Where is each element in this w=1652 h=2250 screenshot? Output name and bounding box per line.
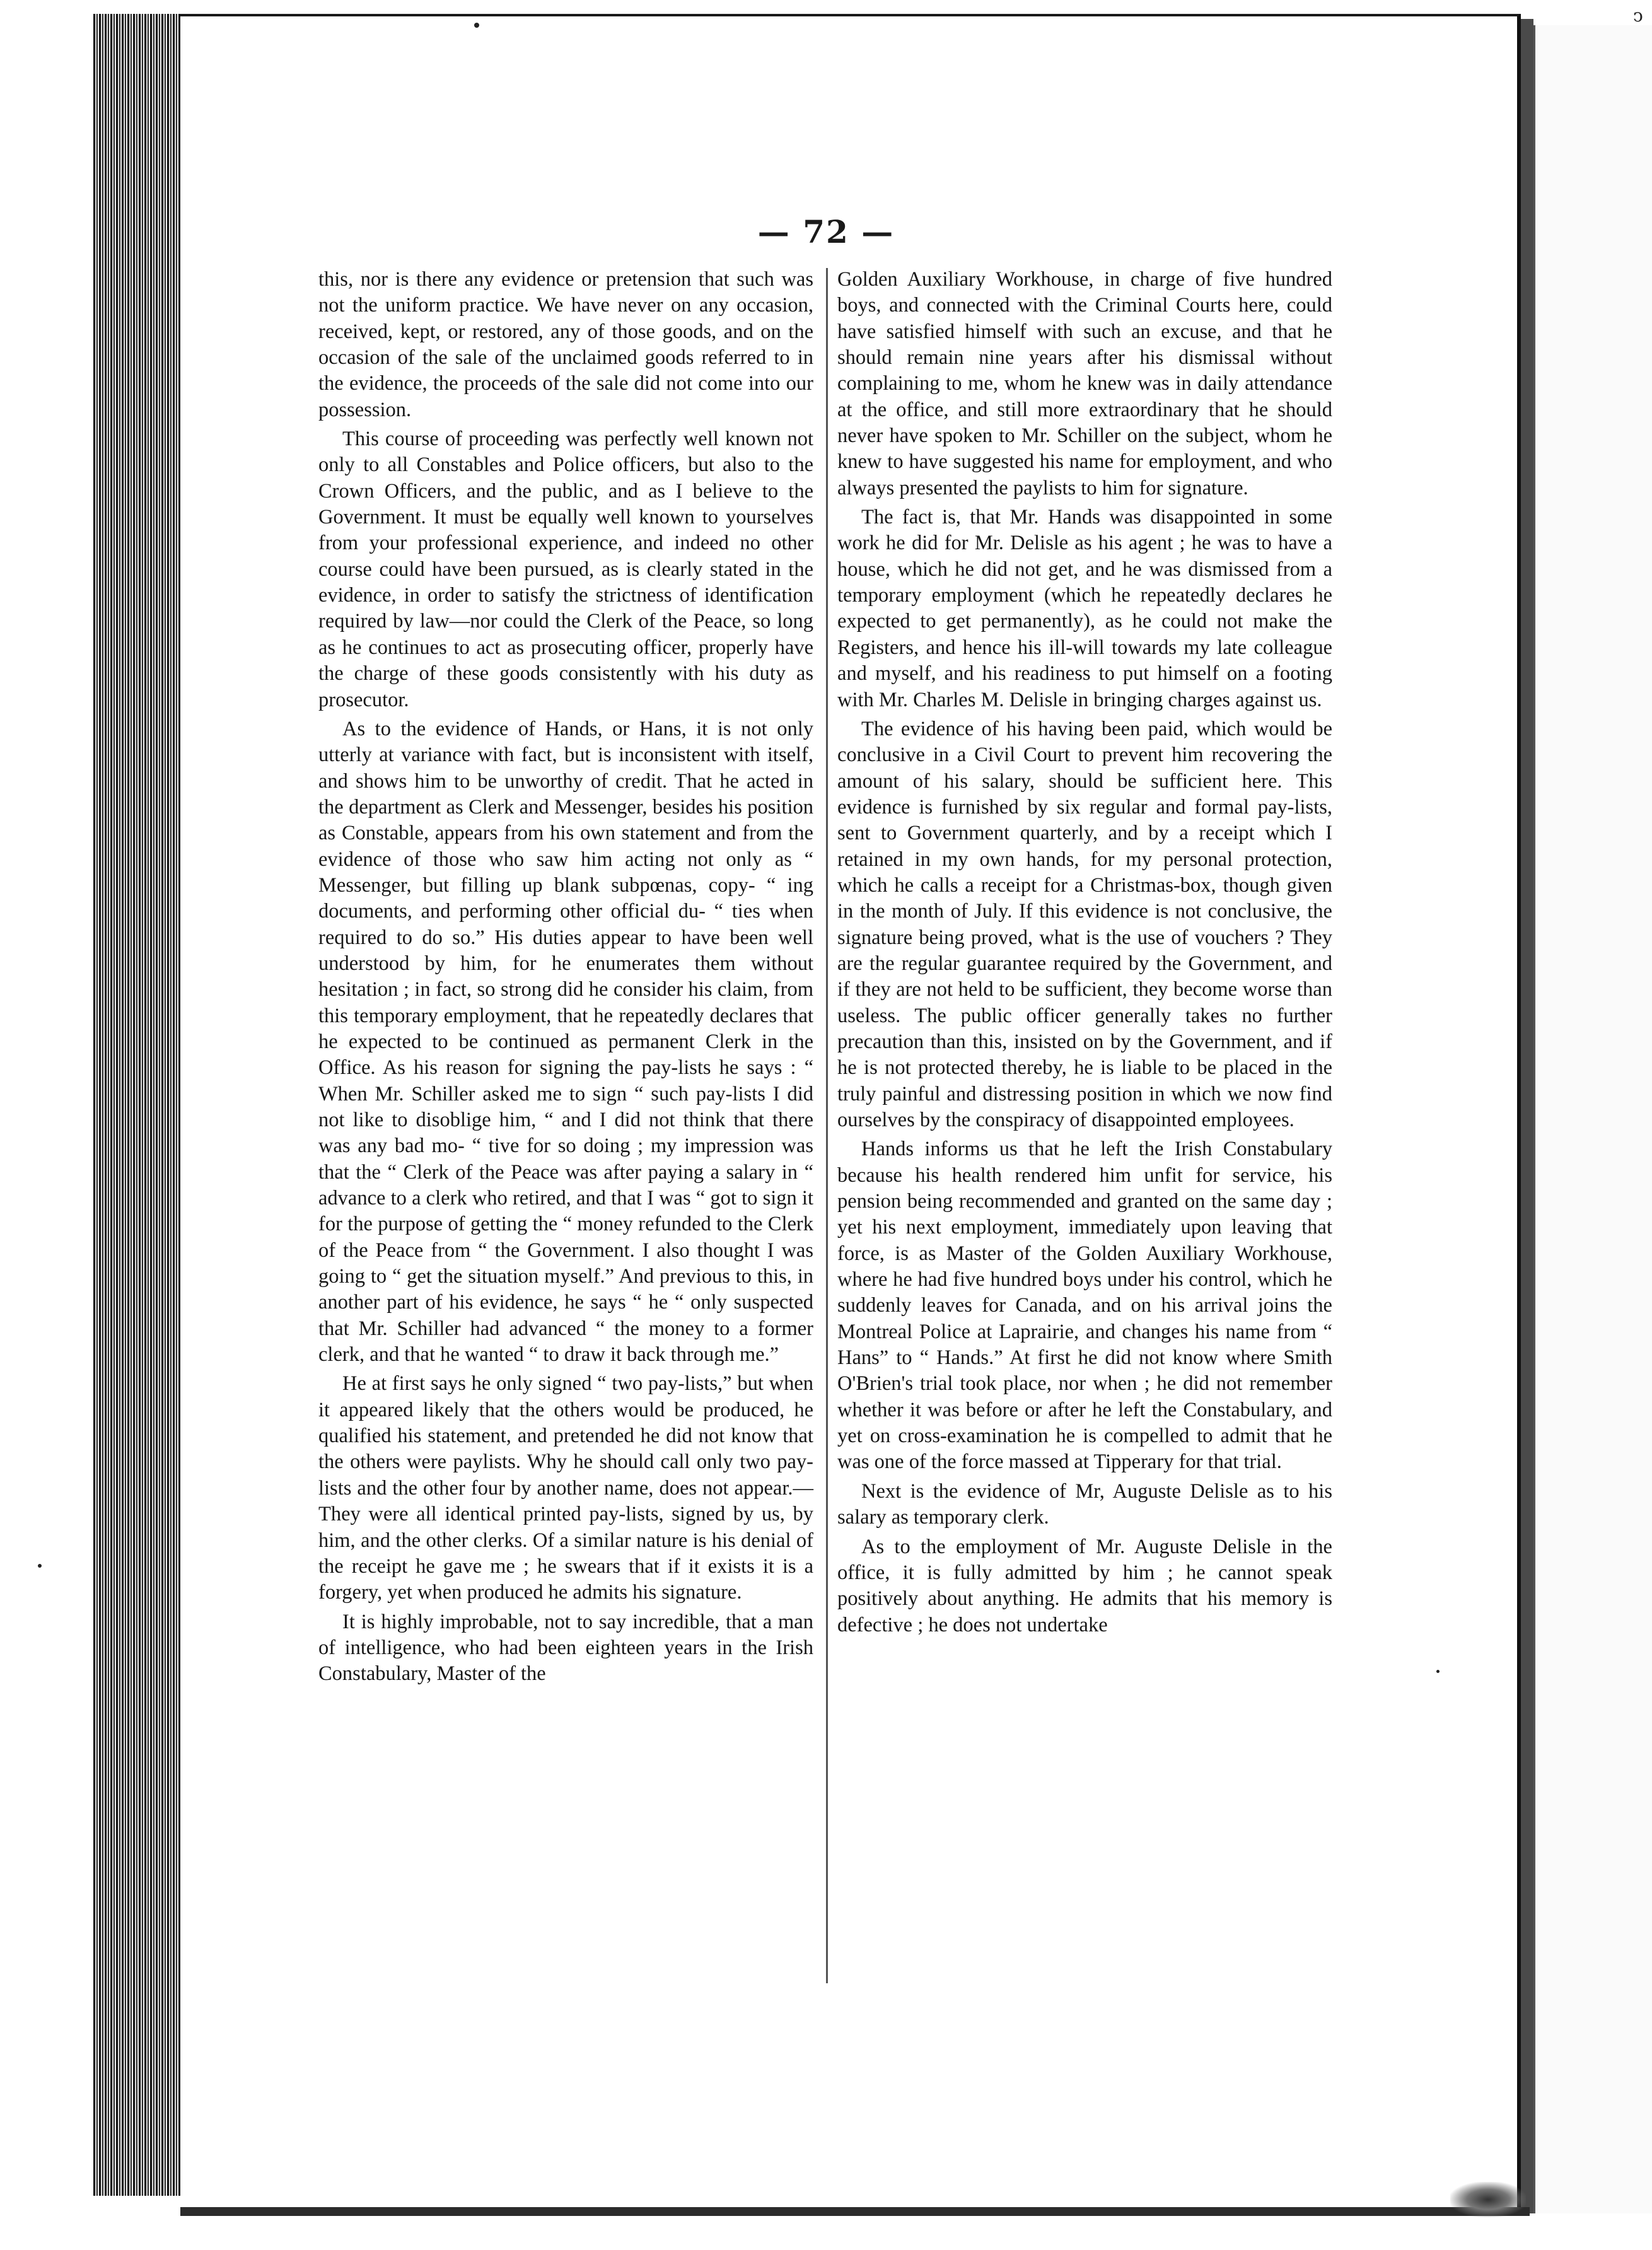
paragraph: this, nor is there any evidence or pretension that such was not the uniform practice. We have never on any occasion, received, kept, or restored, any of those goods, and on the occasion of the sale of the unclaimed goods referred to in the evidence, the proceeds of the sale did not come into our possession. [318, 268, 813, 421]
paragraph: As to the employment of Mr. Auguste Delisle in the office, it is fully admitted by him ; he cannot speak positively about anything. He admits that his memory is defective ; he does not undertake [837, 1535, 1332, 1636]
page-number: — 72 — [757, 213, 895, 250]
corner-mark-icon: ↄ [1633, 5, 1643, 26]
left-text-column [318, 267, 813, 1691]
paragraph: Hands informs us that he left the Irish Constabulary because his health rendered him unfit for service, his pension being recommended and granted on the same day ; yet his next employment, immediately upon leaving that force, is as Master of the Golden Auxiliary Workhouse, where he had five hundred boys under his control, which he suddenly leaves for Canada, and on his arrival joins the Montreal Police at Laprairie, and changes his name from “ Hans” to “ Hands.” At first he did not know where Smith O'Brien's trial took place, nor when ; he did not remember whether it was before or after he left the Constabulary, and yet on cross-examination he is compelled to admit that he was one of the force massed at Tipperary for that trial. [837, 1138, 1332, 1474]
stray-dot [1436, 1670, 1440, 1673]
page-bottom-edge [180, 2207, 1530, 2216]
paragraph: The fact is, that Mr. Hands was disappointed in some work he did for Mr. Delisle as his agent ; he was to have a house, which he did not get, and he was dismissed from a temporary employment (which he repeatedly declares he expected to get permanently), as he could not make the Registers, and hence his ill-will towards my late colleague and myself, and his readiness to put himself on a footing with Mr. Charles M. Delisle in bringing charges against us. [837, 506, 1332, 711]
paragraph: As to the evidence of Hands, or Hans, it is not only utterly at variance with fact, but is inconsistent with itself, and shows him to be unworthy of credit. That he acted in the department as Clerk and Messenger, besides his position as Constable, appears from his own statement and from the evidence of those who saw him acting not only as “ Messenger, but filling up blank subpœnas, copy- “ ing documents, and performing other official du- “ ties when required to do so.” His duties appear to have been well understood by him, for he enumerates them without hesitation ; in fact, so strong did he consider his claim, from this temporary employment, that he repeatedly declares that he expected to be continued as permanent Clerk in the Office. As his reason for signing the pay-lists he says : “ When Mr. Schiller asked me to sign “ such pay-lists I did not like to disoblige him, “ and I did not think that there was any bad mo- “ tive for so doing ; my impression was that the “ Clerk of the Peace was after paying a salary in “ advance to a clerk who retired, and that I was “ got to sign it for the purpose of getting the “ money refunded to the Clerk of the Peace from “ the Government. I also thought I was going to “ get the situation myself.” And previous to this, in another part of his evidence, he says “ he “ only suspected that Mr. Schiller had advanced “ the money to a former clerk, and that he wanted “ to draw it back through me.” [318, 717, 813, 1367]
column-divider [826, 268, 828, 1983]
book-page-edges [93, 14, 180, 2196]
scan-smudge [1450, 2182, 1526, 2217]
right-text-column [837, 267, 1332, 1641]
paragraph: Next is the evidence of Mr, Auguste Delisle as to his salary as temporary clerk. [837, 1479, 1332, 1529]
paragraph: The evidence of his having been paid, which would be conclusive in a Civil Court to prevent him recovering the amount of his salary, should be sufficient here. This evidence is furnished by six regular and formal pay-lists, sent to Government quarterly, and by a receipt which I retained in my own hands, for my personal protection, which he calls a receipt for a Christmas-box, though given in the month of July. If this evidence is not conclusive, the signature being proved, what is the use of vouchers ? They are the regular guarantee required by the Government, and if they are not held to be sufficient, they become worse than useless. The public officer generally takes no further precaution than this, insisted on by the Government, and if he is not protected thereby, he is liable to be placed in the truly painful and distressing position in which we now find ourselves by the conspiracy of disappointed employees. [837, 717, 1332, 1131]
paragraph: It is highly improbable, not to say incredible, that a man of intelligence, who had been eighteen years in the Irish Constabulary, Master of the [318, 1610, 813, 1686]
paragraph: He at first says he only signed “ two pay-lists,” but when it appeared likely that the others would be produced, he qualified his statement, and pretended he did not know that the others were paylists. Why he should call only two pay-lists and the other four by another name, does not appear.— They were all identical printed pay-lists, signed by us, by him, and the other clerks. Of a similar nature is his denial of the receipt he gave me ; he swears that if it exists it is a forgery, yet when produced he admits his signature. [318, 1372, 813, 1604]
adjacent-page [1533, 25, 1652, 2213]
page-gutter-shadow [1521, 19, 1533, 2213]
paragraph: Golden Auxiliary Workhouse, in charge of five hundred boys, and connected with the Criminal Courts here, could have satisfied himself with such an excuse, and that he should remain nine years after his dismissal without complaining to me, whom he knew was in daily attendance at the office, and still more extraordinary that he should never have spoken to Mr. Schiller on the subject, whom he knew to have suggested his name for employment, and who always presented the paylists to him for signature. [837, 268, 1332, 499]
stray-dot [474, 23, 479, 28]
stray-dot [38, 1564, 42, 1568]
paragraph: This course of proceeding was perfectly well known not only to all Constables and Police officers, but also to the Crown Officers, and the public, and as I believe to the Government. It must be equally well known to yourselves from your professional experience, and indeed no other course could have been pursued, as is clearly stated in the evidence, in order to satisfy the strictness of identification required by law—nor could the Clerk of the Peace, so long as he continues to act as prosecuting officer, properly have the charge of these goods consistently with his duty as prosecutor. [318, 428, 813, 711]
